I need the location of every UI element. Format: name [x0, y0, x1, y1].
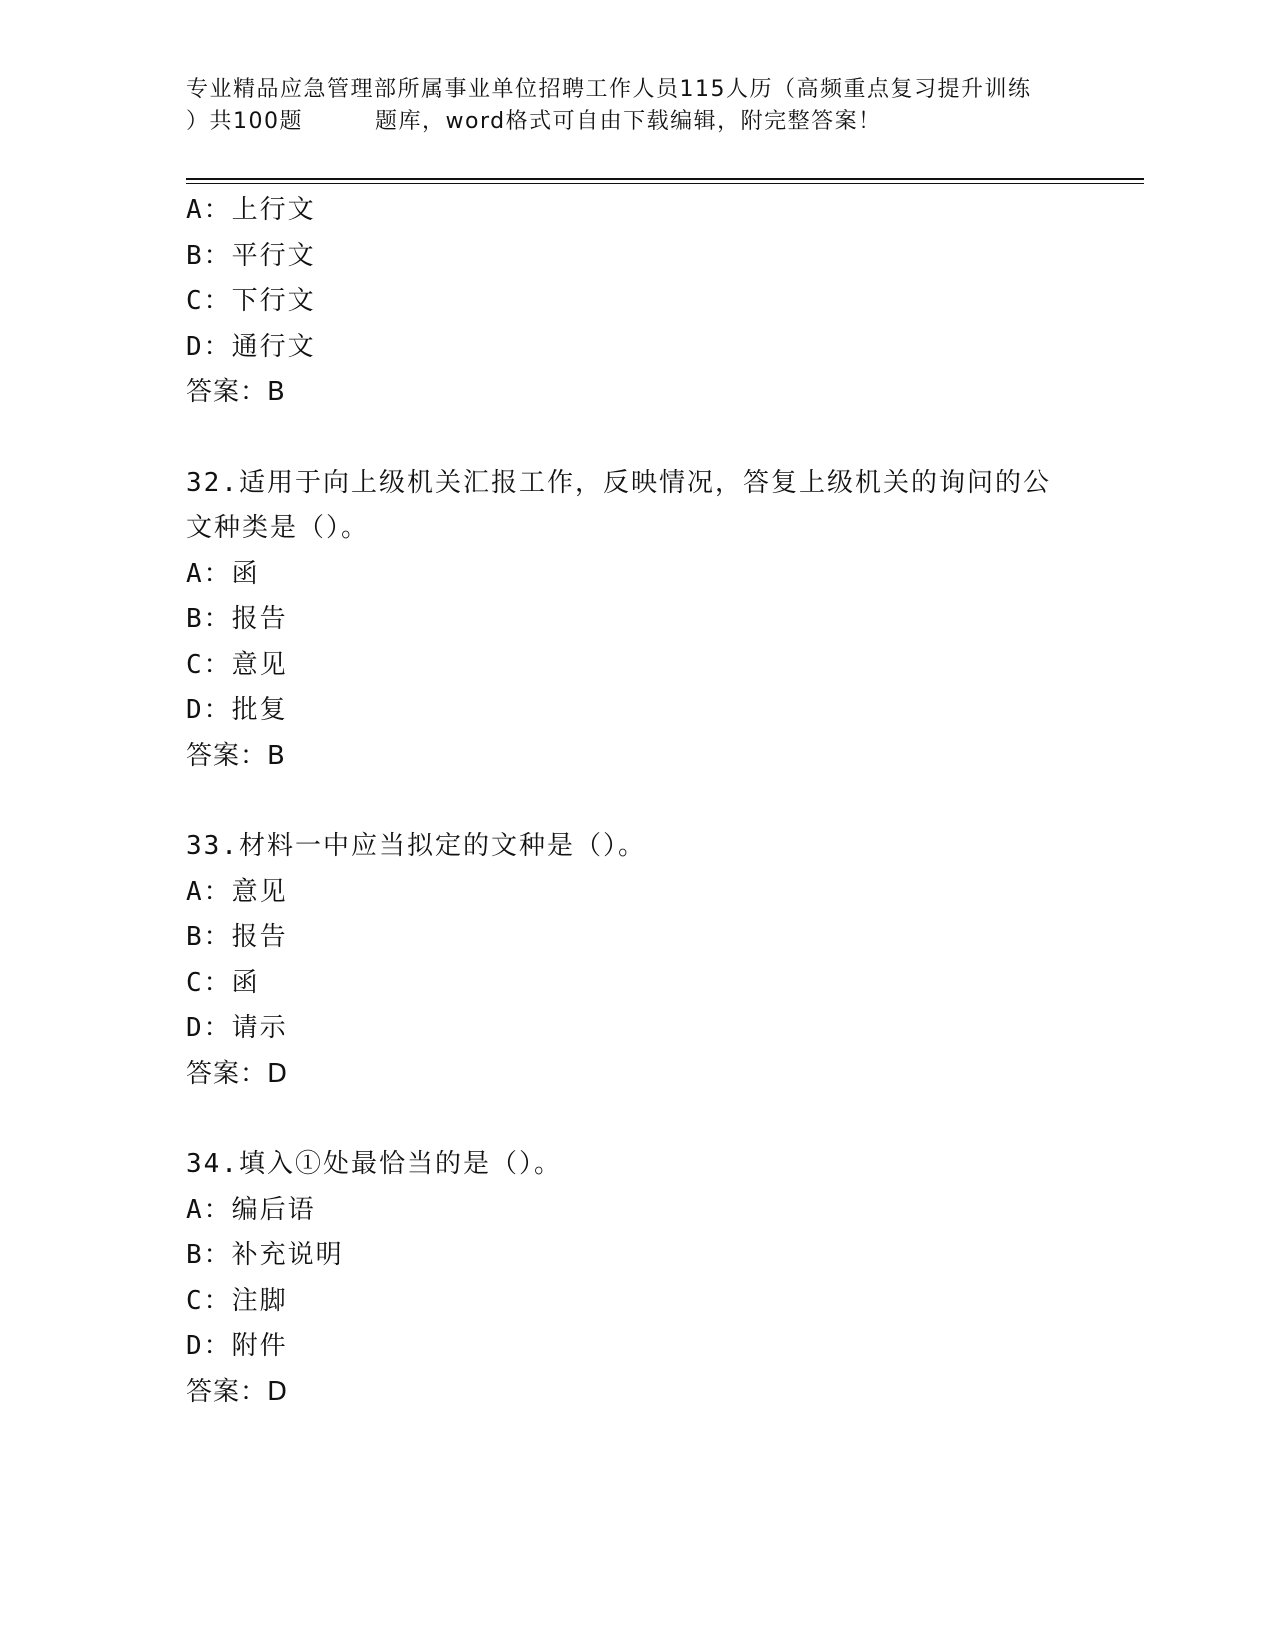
question-block-31 — [186, 188, 1086, 416]
question-spacer — [186, 1097, 1086, 1142]
question-spacer — [186, 779, 1086, 824]
option-b: B：报告 — [186, 922, 288, 952]
option-a: A：编后语 — [186, 1194, 316, 1225]
answer-line: 答案：D — [186, 1376, 289, 1407]
document-header — [186, 74, 1086, 138]
option-d: D：通行文 — [186, 331, 316, 362]
option-c: C：注脚 — [186, 1285, 288, 1316]
option-d: D：请示 — [186, 1013, 288, 1043]
question-list — [186, 188, 1086, 1415]
option-a: A：函 — [186, 558, 260, 589]
answer-line: 答案：B — [186, 740, 286, 771]
header-title-part-b: 题库，word格式可自由下载编辑，附完整答案！ — [375, 109, 882, 134]
option-c: C：意见 — [186, 649, 288, 680]
answer-line: 答案：B — [186, 377, 286, 407]
option-b: B：报告 — [186, 604, 288, 634]
header-rule-thick — [186, 178, 1144, 180]
option-d: D：附件 — [186, 1331, 288, 1361]
option-a: A：意见 — [186, 876, 288, 907]
question-block-33 — [186, 824, 1086, 1097]
option-a: A：上行文 — [186, 195, 316, 225]
question-block-34 — [186, 1142, 1086, 1415]
question-stem-line-1: 32.适用于向上级机关汇报工作，反映情况，答复上级机关的询问的公 — [186, 467, 1051, 498]
question-block-32 — [186, 461, 1086, 780]
option-d: D：批复 — [186, 695, 288, 725]
header-title-part-a: ）共100题 — [186, 109, 303, 134]
option-b: B：补充说明 — [186, 1240, 344, 1270]
header-title-line-1: 专业精品应急管理部所属事业单位招聘工作人员115人历（高频重点复习提升训练 — [186, 77, 1032, 102]
question-stem-line-2: 文种类是（）。 — [186, 513, 370, 543]
question-stem-line-1: 34.填入①处最恰当的是（）。 — [186, 1149, 562, 1179]
question-spacer — [186, 416, 1086, 461]
option-c: C：下行文 — [186, 286, 316, 316]
header-rule-thin — [186, 183, 1144, 184]
option-c: C：函 — [186, 967, 260, 998]
answer-line: 答案：D — [186, 1058, 289, 1089]
option-b: B：平行文 — [186, 240, 316, 271]
question-stem-line-1: 33.材料一中应当拟定的文种是（）。 — [186, 831, 646, 861]
header-title-line-2 — [186, 106, 1086, 138]
